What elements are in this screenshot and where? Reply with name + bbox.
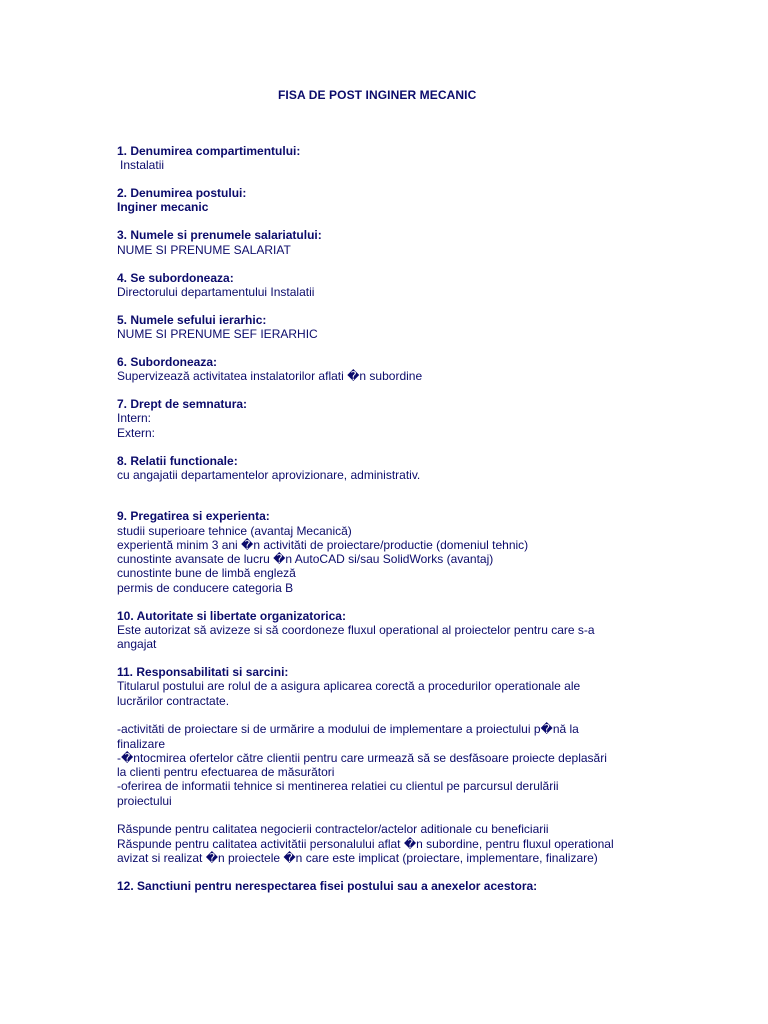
blank-line [117, 808, 657, 822]
section-8 [117, 454, 657, 483]
section-text-line: Directorului departamentului Instalatii [117, 284, 315, 299]
section-2 [117, 186, 657, 215]
section-12 [117, 879, 657, 893]
section-text-line: permis de conducere categoria B [117, 580, 294, 595]
section-text-line: -oferirea de informatii tehnice si mentinerea relatiei cu clientul pe parcursul derulării [117, 779, 559, 794]
section-text-line: la clienti pentru efectuarea de măsurători [117, 765, 335, 780]
section-text-line: Extern: [117, 425, 156, 440]
document-body [117, 144, 657, 907]
section-4 [117, 271, 657, 300]
section-text-line: -�ntocmirea ofertelor către clientii pentru care urmează să se desfăsoare proiecte deplasări [117, 750, 607, 765]
section-3 [117, 228, 657, 257]
section-text-line: angajat [117, 637, 157, 652]
section-11 [117, 665, 657, 865]
section-text-line: NUME SI PRENUME SALARIAT [117, 242, 291, 257]
section-text-line: finalizare [117, 736, 166, 751]
section-text-line: lucrărilor contractate. [117, 693, 230, 708]
blank-line [117, 708, 657, 722]
section-heading: 1. Denumirea compartimentului: [117, 144, 301, 158]
section-heading: 6. Subordoneaza: [117, 354, 218, 369]
section-text-line: -activităti de proiectare si de urmărire a modului de implementare a proiectului p�nă la [117, 722, 579, 737]
section-text-line: Titularul postului are rolul de a asigura aplicarea corectă a procedurilor operationale ale [117, 679, 581, 694]
section-text-line: Intern: [117, 411, 152, 426]
section-heading: 11. Responsabilitati si sarcini: [117, 665, 289, 680]
section-text-line: Inginer mecanic [117, 200, 209, 215]
section-heading: 3. Numele si prenumele salariatului: [117, 228, 322, 243]
section-heading: 12. Sanctiuni pentru nerespectarea fisei postului sau a anexelor acestora: [117, 878, 538, 893]
section-text-line: Răspunde pentru calitatea activitătii personalului aflat �n subordine, pentru fluxul operational [117, 836, 614, 851]
section-text-line: NUME SI PRENUME SEF IERARHIC [117, 327, 318, 342]
section-7 [117, 397, 657, 440]
section-heading: 10. Autoritate si libertate organizatorica: [117, 608, 346, 623]
section-text-line: avizat si realizat �n proiectele �n care este implicat (proiectare, implementare, finalizare) [117, 850, 598, 865]
section-1 [117, 144, 657, 173]
section-heading: 2. Denumirea postului: [117, 186, 247, 201]
section-text-line: Instalatii [120, 158, 165, 173]
section-text-line: proiectului [117, 793, 172, 808]
section-text-line: Răspunde pentru calitatea negocierii contractelor/actelor aditionale cu beneficiarii [117, 822, 549, 837]
section-text-line: studii superioare tehnice (avantaj Mecanică) [117, 523, 352, 538]
section-heading: 7. Drept de semnatura: [117, 397, 248, 412]
section-10 [117, 609, 657, 652]
section-text-line: cunostinte bune de limbă engleză [117, 566, 296, 581]
section-text-line: Este autorizat să avizeze si să coordoneze fluxul operational al proiectelor pentru care s-a [117, 622, 595, 637]
section-text-line: experientă minim 3 ani �n activităti de proiectare/productie (domeniul tehnic) [117, 537, 529, 552]
document-title: FISA DE POST INGINER MECANIC [278, 88, 477, 102]
section-text-line: cu angajatii departamentelor aprovizionare, administrativ. [117, 467, 421, 482]
section-text-line: Supervizează activitatea instalatorilor aflati �n subordine [117, 369, 423, 384]
section-text-line: cunostinte avansate de lucru �n AutoCAD si/sau SolidWorks (avantaj) [117, 552, 494, 567]
section-heading: 8. Relatii functionale: [117, 453, 238, 468]
section-9 [117, 509, 657, 595]
section-6 [117, 355, 657, 384]
section-heading: 5. Numele sefului ierarhic: [117, 312, 267, 327]
section-heading: 9. Pregatirea si experienta: [117, 509, 270, 524]
section-5 [117, 313, 657, 342]
section-heading: 4. Se subordoneaza: [117, 270, 234, 285]
